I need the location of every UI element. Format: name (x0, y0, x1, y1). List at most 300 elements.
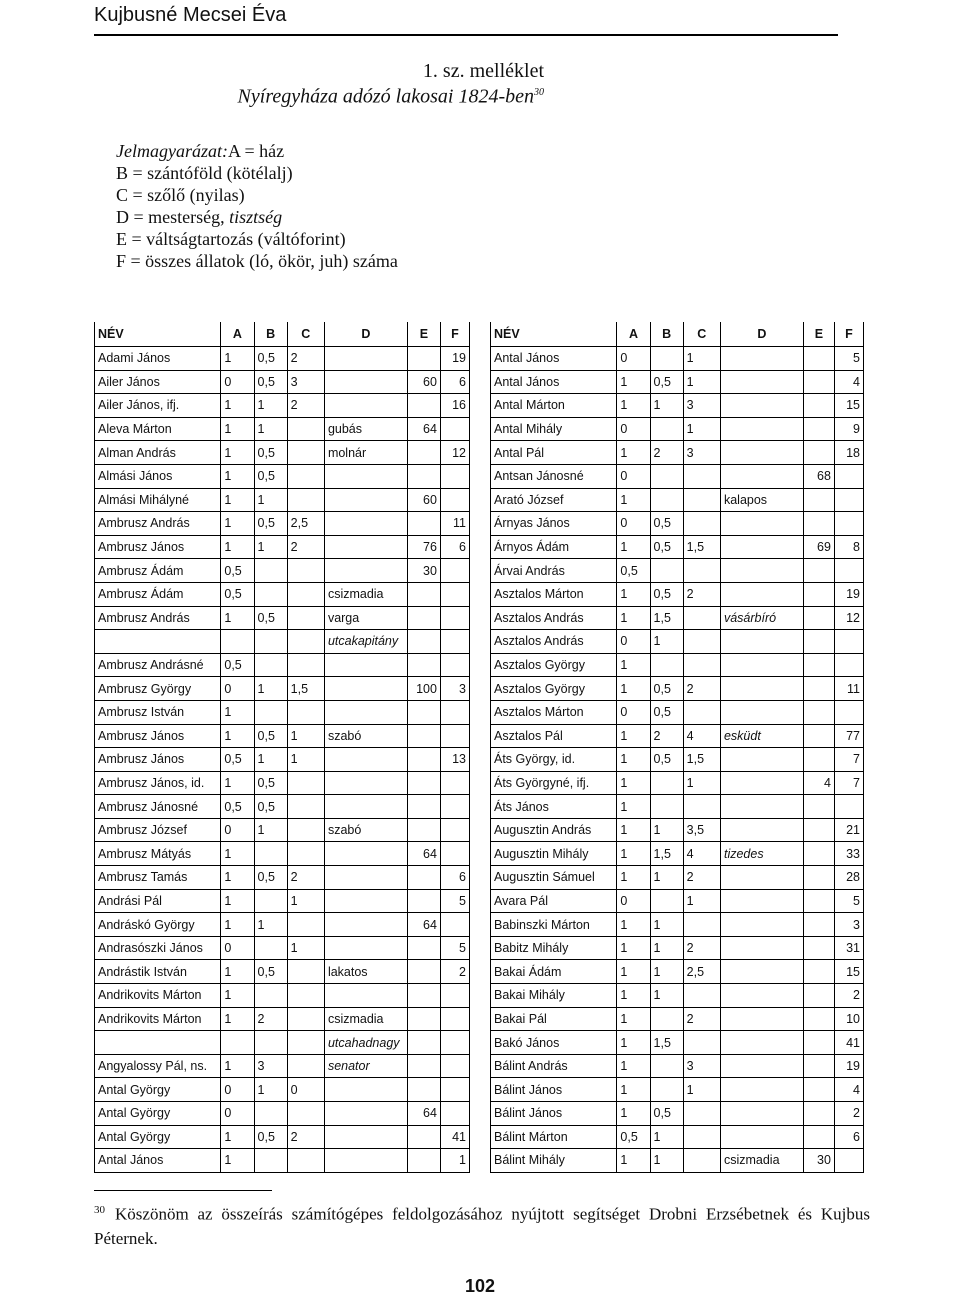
column-header-f: F (834, 322, 863, 347)
cell-f: 15 (834, 960, 863, 984)
cell-e: 30 (407, 559, 440, 583)
cell-a: 0,5 (221, 653, 254, 677)
column-header-nev: NÉV (95, 322, 221, 347)
cell-f: 33 (834, 842, 863, 866)
cell-c (683, 653, 720, 677)
cell-d: esküdt (720, 724, 803, 748)
cell-b: 0,5 (254, 606, 287, 630)
cell-nev: Áts János (491, 795, 617, 819)
cell-e (407, 771, 440, 795)
cell-e (803, 370, 834, 394)
cell-b: 1 (254, 913, 287, 937)
legend-line-d: D = mesterség, tisztség (116, 207, 283, 227)
cell-d (720, 582, 803, 606)
cell-a: 0 (617, 630, 650, 654)
cell-a: 1 (221, 1149, 254, 1173)
cell-e (803, 417, 834, 441)
cell-e: 64 (407, 417, 440, 441)
cell-f (440, 818, 469, 842)
cell-nev: Ambrusz Andrásné (95, 653, 221, 677)
table-row (95, 394, 470, 418)
cell-e (407, 984, 440, 1008)
cell-a: 1 (617, 582, 650, 606)
table-row (95, 889, 470, 913)
cell-b: 1 (650, 630, 683, 654)
cell-b (254, 1031, 287, 1055)
cell-e: 64 (407, 913, 440, 937)
table-row (95, 370, 470, 394)
table-row (491, 842, 864, 866)
cell-f: 11 (834, 677, 863, 701)
cell-b (650, 889, 683, 913)
cell-a: 1 (221, 464, 254, 488)
header-rule (94, 34, 838, 36)
cell-a: 1 (617, 960, 650, 984)
cell-e (407, 512, 440, 536)
cell-nev: Antsan Jánosné (491, 464, 617, 488)
cell-nev: Babinszki Márton (491, 913, 617, 937)
table-row (491, 1031, 864, 1055)
cell-f (440, 984, 469, 1008)
cell-d (720, 630, 803, 654)
cell-e (407, 889, 440, 913)
cell-c (683, 512, 720, 536)
cell-d (324, 842, 407, 866)
page-number: 102 (464, 1276, 496, 1296)
cell-b (254, 582, 287, 606)
cell-d (324, 347, 407, 371)
cell-a: 1 (617, 748, 650, 772)
table-header-row (491, 322, 864, 347)
table-row (491, 370, 864, 394)
cell-f (440, 724, 469, 748)
cell-e (803, 960, 834, 984)
cell-nev: Ambrusz János (95, 724, 221, 748)
cell-b: 1 (650, 394, 683, 418)
cell-d: csizmadia (324, 582, 407, 606)
cell-b: 3 (254, 1054, 287, 1078)
cell-nev: Bakai Mihály (491, 984, 617, 1008)
table-row (95, 795, 470, 819)
cell-b: 2 (254, 1007, 287, 1031)
cell-d (324, 394, 407, 418)
cell-d (720, 960, 803, 984)
cell-e (803, 936, 834, 960)
cell-a: 1 (221, 441, 254, 465)
cell-c (287, 582, 324, 606)
cell-a: 0 (617, 464, 650, 488)
cell-e (407, 394, 440, 418)
cell-c (287, 960, 324, 984)
cell-f (834, 488, 863, 512)
cell-b: 0,5 (254, 512, 287, 536)
cell-a: 1 (617, 936, 650, 960)
cell-nev: Áts György, id. (491, 748, 617, 772)
cell-nev: Antal Pál (491, 441, 617, 465)
cell-f: 19 (834, 1054, 863, 1078)
cell-e (407, 347, 440, 371)
cell-c: 2,5 (683, 960, 720, 984)
table-row (95, 1149, 470, 1173)
column-header-a: A (617, 322, 650, 347)
cell-b (254, 1149, 287, 1173)
cell-e (803, 1054, 834, 1078)
cell-f (440, 1054, 469, 1078)
cell-nev: Antal György (95, 1125, 221, 1149)
cell-d (324, 889, 407, 913)
cell-f: 4 (834, 370, 863, 394)
cell-f (834, 559, 863, 583)
cell-c: 1 (683, 370, 720, 394)
cell-d (720, 700, 803, 724)
cell-c (287, 700, 324, 724)
legend (116, 140, 398, 272)
cell-a: 1 (617, 842, 650, 866)
cell-d (324, 464, 407, 488)
cell-e: 64 (407, 842, 440, 866)
table-row (491, 936, 864, 960)
cell-b: 1 (254, 748, 287, 772)
cell-a (221, 630, 254, 654)
cell-d (324, 535, 407, 559)
cell-e (407, 748, 440, 772)
cell-e (407, 1125, 440, 1149)
cell-e (407, 795, 440, 819)
cell-b (650, 795, 683, 819)
cell-a: 1 (221, 913, 254, 937)
cell-b (650, 559, 683, 583)
legend-line-b: B = szántóföld (kötélalj) (116, 163, 293, 183)
cell-b (650, 1054, 683, 1078)
legend-line-c: C = szőlő (nyilas) (116, 185, 245, 205)
cell-nev: Bakai Pál (491, 1007, 617, 1031)
cell-e (803, 1078, 834, 1102)
cell-f (440, 653, 469, 677)
cell-c (287, 771, 324, 795)
cell-b (650, 1078, 683, 1102)
cell-a: 1 (617, 394, 650, 418)
table-row (95, 913, 470, 937)
table-row (491, 630, 864, 654)
cell-b: 0,5 (650, 677, 683, 701)
cell-c (683, 913, 720, 937)
cell-f (440, 464, 469, 488)
table-row (491, 771, 864, 795)
cell-e (407, 1149, 440, 1173)
cell-a: 1 (221, 866, 254, 890)
cell-d: szabó (324, 724, 407, 748)
cell-b: 0,5 (254, 795, 287, 819)
cell-b: 1,5 (650, 1031, 683, 1055)
cell-e (803, 1102, 834, 1126)
cell-a: 1 (221, 417, 254, 441)
cell-f (834, 630, 863, 654)
cell-a: 1 (221, 347, 254, 371)
cell-f: 16 (440, 394, 469, 418)
cell-nev: Arató József (491, 488, 617, 512)
table-row (491, 889, 864, 913)
cell-d (720, 771, 803, 795)
cell-c (683, 1149, 720, 1173)
cell-b: 0,5 (254, 960, 287, 984)
cell-e (803, 677, 834, 701)
table-row (95, 512, 470, 536)
cell-a: 1 (221, 984, 254, 1008)
table-row (95, 1125, 470, 1149)
cell-e: 60 (407, 488, 440, 512)
cell-a: 1 (221, 606, 254, 630)
cell-d (720, 559, 803, 583)
cell-e (407, 700, 440, 724)
cell-b: 0,5 (254, 771, 287, 795)
cell-a: 1 (617, 1031, 650, 1055)
cell-d: csizmadia (720, 1149, 803, 1173)
cell-f: 6 (440, 535, 469, 559)
cell-e (803, 818, 834, 842)
cell-nev: Augusztin Mihály (491, 842, 617, 866)
cell-b: 1 (254, 488, 287, 512)
cell-nev: Bálint Mihály (491, 1149, 617, 1173)
table-row (95, 960, 470, 984)
cell-f: 6 (440, 370, 469, 394)
table-row (491, 535, 864, 559)
cell-a: 1 (617, 1149, 650, 1173)
cell-a: 1 (221, 960, 254, 984)
cell-e: 30 (803, 1149, 834, 1173)
cell-f: 21 (834, 818, 863, 842)
cell-d: szabó (324, 818, 407, 842)
table-row (95, 700, 470, 724)
cell-d: varga (324, 606, 407, 630)
cell-f: 41 (440, 1125, 469, 1149)
cell-a: 1 (617, 370, 650, 394)
cell-c (683, 464, 720, 488)
cell-f: 7 (834, 771, 863, 795)
column-header-f: F (440, 322, 469, 347)
cell-f: 9 (834, 417, 863, 441)
table-row (95, 653, 470, 677)
table-row (491, 347, 864, 371)
cell-nev: Asztalos András (491, 606, 617, 630)
cell-e: 60 (407, 370, 440, 394)
cell-b (650, 464, 683, 488)
cell-nev: Asztalos András (491, 630, 617, 654)
column-header-d: D (324, 322, 407, 347)
cell-a: 1 (617, 488, 650, 512)
cell-c: 2 (287, 535, 324, 559)
table-row (491, 677, 864, 701)
table-row (491, 606, 864, 630)
cell-d (324, 866, 407, 890)
table-row (491, 417, 864, 441)
cell-e (803, 700, 834, 724)
table-row (491, 866, 864, 890)
cell-b: 2 (650, 441, 683, 465)
cell-c: 2 (683, 1007, 720, 1031)
cell-e (407, 1007, 440, 1031)
cell-f (440, 488, 469, 512)
cell-f: 5 (834, 347, 863, 371)
cell-nev: Andrikovits Márton (95, 984, 221, 1008)
cell-c: 2 (683, 866, 720, 890)
cell-c: 2 (683, 582, 720, 606)
cell-e (803, 1125, 834, 1149)
cell-d (324, 795, 407, 819)
cell-c: 1,5 (683, 748, 720, 772)
cell-nev: Ambrusz József (95, 818, 221, 842)
footnote-text: Köszönöm az összeírás számítógépes feldolgozásához nyújtott segítséget Drobni Erzsébetnek és Kujbus Péternek. (94, 1204, 870, 1248)
cell-f (440, 1007, 469, 1031)
cell-nev: Antal Márton (491, 394, 617, 418)
table-row (95, 984, 470, 1008)
cell-b: 1,5 (650, 842, 683, 866)
cell-b (254, 630, 287, 654)
cell-nev: Ambrusz István (95, 700, 221, 724)
cell-a: 1 (617, 724, 650, 748)
cell-e (803, 512, 834, 536)
cell-nev: Antal György (95, 1078, 221, 1102)
cell-c: 3 (683, 441, 720, 465)
cell-nev: Bálint András (491, 1054, 617, 1078)
cell-a: 1 (221, 488, 254, 512)
cell-nev: Antal János (95, 1149, 221, 1173)
cell-a: 1 (221, 889, 254, 913)
cell-f: 13 (440, 748, 469, 772)
cell-b: 1 (254, 535, 287, 559)
register-table-right (490, 322, 864, 1173)
cell-d: tizedes (720, 842, 803, 866)
cell-d (720, 913, 803, 937)
cell-d (324, 1102, 407, 1126)
cell-f: 5 (440, 889, 469, 913)
cell-d (324, 984, 407, 1008)
cell-c (683, 700, 720, 724)
cell-d (720, 984, 803, 1008)
cell-nev: Andráskó György (95, 913, 221, 937)
cell-nev: Bakai Ádám (491, 960, 617, 984)
cell-b: 0,5 (254, 347, 287, 371)
cell-a: 0 (221, 1078, 254, 1102)
cell-nev: Antal János (491, 347, 617, 371)
cell-f (440, 417, 469, 441)
cell-b: 0,5 (650, 748, 683, 772)
cell-d (324, 748, 407, 772)
cell-f (440, 559, 469, 583)
cell-c: 1 (287, 748, 324, 772)
cell-d: utcahadnagy (324, 1031, 407, 1055)
cell-d (720, 347, 803, 371)
cell-a: 1 (617, 771, 650, 795)
cell-nev: Asztalos Márton (491, 700, 617, 724)
table-row (491, 559, 864, 583)
cell-d (324, 771, 407, 795)
cell-c: 1 (287, 936, 324, 960)
cell-a: 1 (221, 842, 254, 866)
cell-nev: Asztalos Pál (491, 724, 617, 748)
cell-b (650, 653, 683, 677)
cell-e (803, 842, 834, 866)
cell-f (440, 582, 469, 606)
cell-b: 0,5 (650, 700, 683, 724)
cell-d (720, 464, 803, 488)
table-row (95, 535, 470, 559)
table-row (95, 748, 470, 772)
table-row (95, 441, 470, 465)
table-row (491, 653, 864, 677)
cell-d (720, 417, 803, 441)
cell-d: utcakapitány (324, 630, 407, 654)
table-row (491, 1078, 864, 1102)
cell-a: 1 (617, 866, 650, 890)
cell-a: 0 (221, 818, 254, 842)
cell-d (720, 795, 803, 819)
cell-nev: Avara Pál (491, 889, 617, 913)
cell-b (650, 347, 683, 371)
cell-a: 1 (617, 606, 650, 630)
cell-f (440, 606, 469, 630)
cell-nev: Árnyos Ádám (491, 535, 617, 559)
cell-f: 11 (440, 512, 469, 536)
table-row (491, 1125, 864, 1149)
cell-c (287, 795, 324, 819)
table-row (491, 700, 864, 724)
table-row (95, 417, 470, 441)
table-row (491, 960, 864, 984)
cell-d (720, 512, 803, 536)
cell-d (720, 1054, 803, 1078)
cell-f: 4 (834, 1078, 863, 1102)
cell-nev: Bálint Márton (491, 1125, 617, 1149)
cell-d (720, 535, 803, 559)
cell-b: 1 (650, 936, 683, 960)
legend-line-a: Jelmagyarázat:A = ház (116, 141, 285, 161)
cell-e (407, 630, 440, 654)
cell-nev: Andrási Pál (95, 889, 221, 913)
cell-d (720, 653, 803, 677)
cell-a: 1 (617, 535, 650, 559)
table-row (491, 1102, 864, 1126)
cell-f (834, 512, 863, 536)
cell-nev: Árnyas János (491, 512, 617, 536)
table-row (95, 582, 470, 606)
cell-a: 0 (221, 370, 254, 394)
table-row (95, 771, 470, 795)
cell-f: 2 (440, 960, 469, 984)
cell-e: 100 (407, 677, 440, 701)
cell-d (720, 1125, 803, 1149)
cell-b (254, 1102, 287, 1126)
cell-f: 8 (834, 535, 863, 559)
cell-nev: Adami János (95, 347, 221, 371)
cell-d (720, 936, 803, 960)
cell-f: 10 (834, 1007, 863, 1031)
cell-nev: Bálint János (491, 1078, 617, 1102)
cell-nev: Andrasószki János (95, 936, 221, 960)
cell-f: 3 (834, 913, 863, 937)
cell-a: 0 (617, 889, 650, 913)
cell-nev: Almási János (95, 464, 221, 488)
cell-e (803, 606, 834, 630)
cell-c (287, 464, 324, 488)
cell-nev: Ambrusz György (95, 677, 221, 701)
cell-a: 0 (617, 347, 650, 371)
table-row (491, 441, 864, 465)
cell-a: 1 (617, 653, 650, 677)
column-header-d: D (720, 322, 803, 347)
cell-b (254, 984, 287, 1008)
cell-c (683, 984, 720, 1008)
cell-c: 2,5 (287, 512, 324, 536)
